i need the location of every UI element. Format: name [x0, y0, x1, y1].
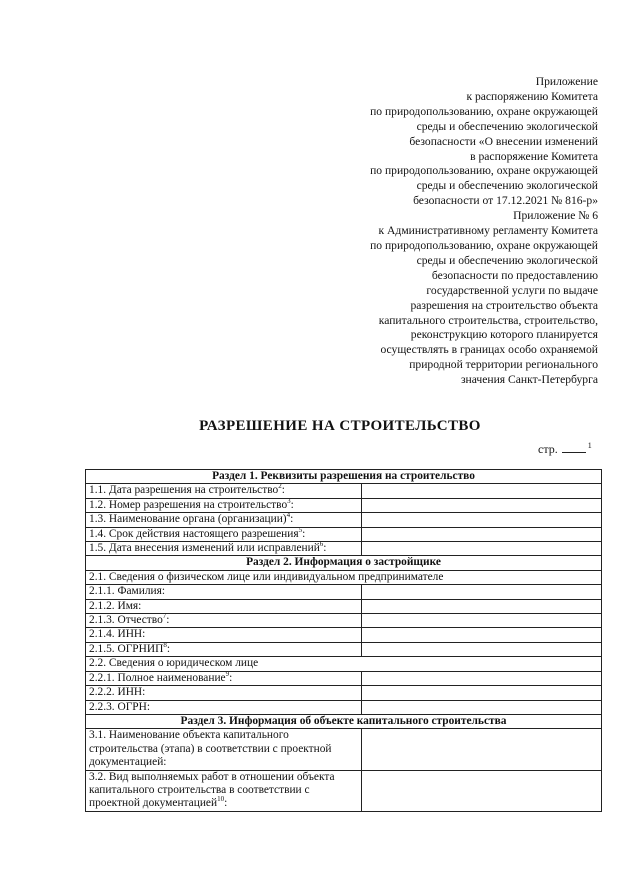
- field-label-text: 2.2.1. Полное наименование: [89, 671, 226, 684]
- field-label-text: 2.1.3. Отчество: [89, 614, 163, 627]
- header-line: капитального строительства, строительство,: [378, 313, 598, 327]
- field-label-colon: :: [229, 671, 233, 684]
- form-field-row: [86, 628, 602, 642]
- header-line: природной территории регионального: [409, 358, 598, 372]
- field-value-cell[interactable]: [362, 498, 602, 512]
- field-label-text: 2.1.1. Фамилия:: [89, 585, 166, 598]
- section-header-row: [86, 470, 602, 484]
- page-footnote: 1: [587, 441, 592, 450]
- header-line: по природопользованию, охране окружающей: [370, 164, 598, 178]
- header-line: среды и обеспечению экологической: [416, 253, 598, 267]
- field-label: [86, 599, 362, 613]
- footnote-marker: 7: [162, 613, 167, 621]
- header-line: в распоряжение Комитета: [470, 149, 598, 163]
- subsection-title: 2.1. Сведения о физическом лице или индивидуальном предпринимателе: [86, 570, 602, 584]
- field-label: [86, 585, 362, 599]
- field-value-cell[interactable]: [362, 513, 602, 527]
- field-label: [86, 628, 362, 642]
- header-line: среды и обеспечению экологической: [416, 119, 598, 133]
- field-value-cell[interactable]: [362, 700, 602, 714]
- field-label: [86, 527, 362, 541]
- form-field-row: [86, 599, 602, 613]
- header-line: Приложение: [535, 75, 598, 88]
- field-label-text: 2.1.5. ОГРНИП: [89, 642, 164, 655]
- section-header-row: [86, 714, 602, 728]
- subsection-header-row: [86, 657, 602, 671]
- header-line: безопасности от 17.12.2021 № 816-р»: [413, 194, 598, 208]
- field-label: [86, 614, 362, 628]
- header-line: к распоряжению Комитета: [466, 89, 598, 103]
- form-field-row: [86, 542, 602, 556]
- section-title: Раздел 2. Информация о застройщике: [86, 556, 602, 570]
- header-line: разрешения на строительство объекта: [410, 298, 598, 312]
- field-value-cell[interactable]: [362, 686, 602, 700]
- form-field-row: [86, 729, 602, 770]
- header-line: безопасности «О внесении изменений: [409, 134, 598, 148]
- header-line: безопасности по предоставлению: [431, 268, 598, 282]
- section-title: Раздел 3. Информация об объекте капитального строительства: [86, 714, 602, 728]
- field-value-cell[interactable]: [362, 642, 602, 656]
- form-field-row: [86, 513, 602, 527]
- field-label-colon: :: [166, 614, 170, 627]
- field-label: [86, 671, 362, 685]
- field-label-text: 1.2. Номер разрешения на строительство: [89, 498, 288, 511]
- field-label-text: 2.1.4. ИНН:: [89, 628, 146, 641]
- field-label-text: 3.1. Наименование объекта капитального строительства (этапа) в соответствии с проектной документацией:: [89, 729, 332, 769]
- field-label: [86, 729, 362, 770]
- subsection-header-row: [86, 570, 602, 584]
- form-field-row: [86, 770, 602, 811]
- header-line: по природопользованию, охране окружающей: [370, 238, 598, 252]
- field-label-text: 1.1. Дата разрешения на строительство: [89, 484, 279, 497]
- field-value-cell[interactable]: [362, 599, 602, 613]
- field-value-cell[interactable]: [362, 770, 602, 811]
- form-field-row: [86, 527, 602, 541]
- subsection-title: 2.2. Сведения о юридическом лице: [86, 657, 602, 671]
- field-label-colon: :: [302, 527, 306, 540]
- form-field-row: [86, 700, 602, 714]
- form-field-row: [86, 484, 602, 498]
- field-value-cell[interactable]: [362, 484, 602, 498]
- header-line: Приложение № 6: [513, 209, 598, 223]
- field-label: [86, 484, 362, 498]
- field-value-cell[interactable]: [362, 671, 602, 685]
- header-line: государственной услуги по выдаче: [426, 283, 598, 297]
- field-label-text: 1.4. Срок действия настоящего разрешения: [89, 527, 299, 540]
- form-field-row: [86, 642, 602, 656]
- page-number-field: [538, 441, 592, 457]
- field-value-cell[interactable]: [362, 628, 602, 642]
- footnote-marker: 5: [298, 527, 303, 534]
- footnote-marker: 3: [287, 498, 291, 506]
- page-label: стр.: [538, 442, 558, 456]
- document-title: РАЗРЕШЕНИЕ НА СТРОИТЕЛЬСТВО: [199, 418, 481, 434]
- footnote-marker: 10: [217, 795, 225, 804]
- field-label: [86, 542, 362, 556]
- field-label-text: 2.2.2. ИНН:: [89, 686, 146, 699]
- field-label-colon: :: [281, 484, 285, 497]
- header-line: к Административному регламенту Комитета: [378, 224, 598, 238]
- footnote-marker: 2: [278, 483, 282, 491]
- field-label: [86, 686, 362, 700]
- field-value-cell[interactable]: [362, 585, 602, 599]
- field-label-colon: :: [290, 513, 294, 526]
- permit-form-table: [85, 469, 602, 812]
- footnote-marker: 9: [225, 671, 230, 678]
- field-label: [86, 498, 362, 512]
- field-label-colon: :: [290, 498, 294, 511]
- field-label-text: 2.1.2. Имя:: [89, 599, 142, 612]
- appendix-header: [298, 75, 598, 388]
- field-label: [86, 770, 362, 811]
- section-title: Раздел 1. Реквизиты разрешения на строительство: [86, 470, 602, 484]
- field-value-cell[interactable]: [362, 542, 602, 556]
- header-line: осуществлять в границах особо охраняемой: [380, 343, 598, 357]
- header-line: значения Санкт-Петербурга: [460, 373, 598, 387]
- header-line: реконструкцию которого планируется: [410, 328, 598, 342]
- footnote-marker: 6: [319, 541, 324, 549]
- field-label-text: 2.2.3. ОГРН:: [89, 700, 151, 713]
- field-label: [86, 700, 362, 714]
- field-label: [86, 513, 362, 527]
- field-label-text: 1.3. Наименование органа (организации): [89, 513, 287, 526]
- field-label: [86, 642, 362, 656]
- field-value-cell[interactable]: [362, 729, 602, 770]
- field-label-colon: :: [224, 797, 228, 810]
- field-label-colon: :: [166, 642, 170, 655]
- footnote-marker: 8: [163, 642, 167, 650]
- form-field-row: [86, 671, 602, 685]
- form-field-row: [86, 614, 602, 628]
- field-value-cell[interactable]: [362, 527, 602, 541]
- form-field-row: [86, 686, 602, 700]
- section-header-row: [86, 556, 602, 570]
- form-field-row: [86, 498, 602, 512]
- field-value-cell[interactable]: [362, 614, 602, 628]
- field-label-text: 1.5. Дата внесения изменений или исправлений: [89, 542, 320, 555]
- field-label-text: 3.2. Вид выполняемых работ в отношении объекта капитального строительства в соответствии с проектной документацией: [89, 770, 335, 810]
- field-label-colon: :: [323, 542, 327, 555]
- form-field-row: [86, 585, 602, 599]
- header-line: среды и обеспечению экологической: [416, 179, 598, 193]
- header-line: по природопользованию, охране окружающей: [370, 104, 598, 118]
- footnote-marker: 4: [286, 512, 291, 520]
- page-number-blank: [562, 442, 586, 453]
